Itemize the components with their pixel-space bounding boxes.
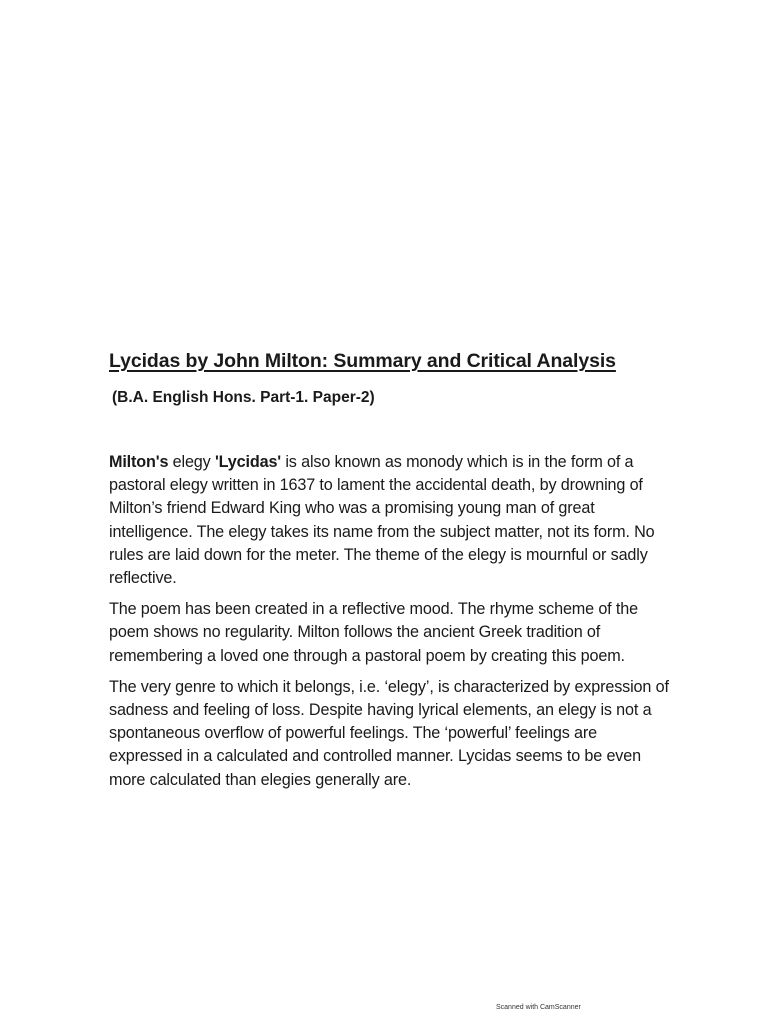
paragraph-1-text-elegy: elegy	[168, 453, 215, 471]
paragraph-1-text: is also known as monody which is in the form of a pastoral elegy written in 1637 to lament the accidental death, by drowning of Milton’s friend Edward King who was a promising young man of great intelligence. The elegy takes its name from the subject matter, not its form. No rules are laid down for the meter. The theme of the elegy is mournful or sadly reflective.	[109, 453, 655, 588]
paragraph-2: The poem has been created in a reflective mood. The rhyme scheme of the poem shows no regularity. Milton follows the ancient Greek tradition of remembering a loved one through a pastoral poem by creating this poem.	[109, 600, 638, 665]
scanner-watermark: Scanned with CamScanner	[496, 1004, 581, 1011]
document-title: Lycidas by John Milton: Summary and Critical Analysis	[109, 350, 616, 372]
paragraph-3: The very genre to which it belongs, i.e. ‘elegy’, is characterized by expression of sadness and feeling of loss. Despite having lyrical elements, an elegy is not a spontaneous overflow of powerful feelings. The ‘powerful’ feelings are expressed in a calculated and controlled manner. Lycidas seems to be even more calculated than elegies generally are.	[109, 677, 669, 789]
document-body	[109, 451, 669, 800]
document-subtitle: (B.A. English Hons. Part-1. Paper-2)	[112, 389, 375, 406]
paragraph-1-bold-lycidas: 'Lycidas'	[214, 453, 282, 471]
paragraph-1	[109, 451, 669, 590]
paragraph-1-bold-miltons: Milton's	[109, 453, 169, 471]
